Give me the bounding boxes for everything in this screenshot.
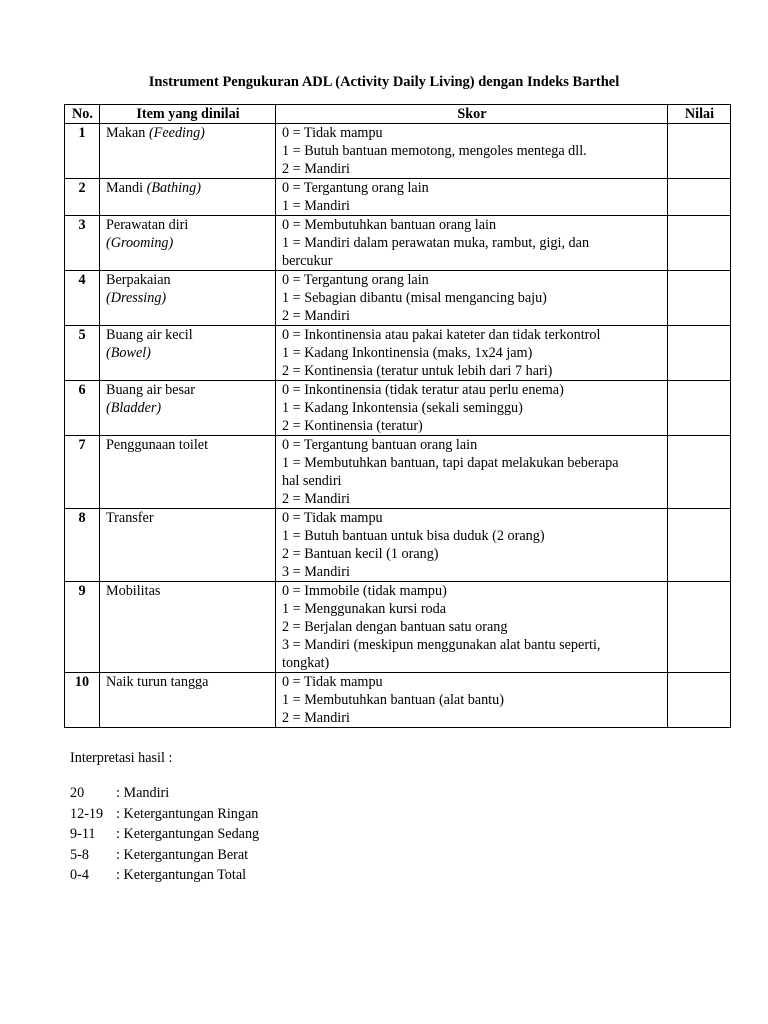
item-name: Mobilitas xyxy=(106,583,161,599)
score-cell xyxy=(276,124,668,179)
nilai-cell xyxy=(668,582,731,673)
score-option: 1 = Mandiri xyxy=(282,198,350,214)
table-row xyxy=(65,124,731,179)
row-number: 8 xyxy=(65,509,100,582)
item-name: Buang air besar xyxy=(106,382,196,398)
score-cell xyxy=(276,509,668,582)
score-option: 1 = Membutuhkan bantuan, tapi dapat melakukan beberapa xyxy=(282,455,619,471)
item-cell xyxy=(100,509,276,582)
score-range: 5-8 xyxy=(70,846,89,863)
row-number: 10 xyxy=(65,673,100,728)
item-cell xyxy=(100,271,276,326)
table-row xyxy=(65,509,731,582)
interpretation-section xyxy=(70,748,259,886)
score-option: tongkat) xyxy=(282,655,330,671)
score-option: 2 = Kontinensia (teratur untuk lebih dari 7 hari) xyxy=(282,363,553,379)
nilai-cell xyxy=(668,673,731,728)
score-option: 1 = Kadang Inkontensia (sekali seminggu) xyxy=(282,400,523,416)
item-name: Mandi xyxy=(106,180,147,196)
dependency-level: : Ketergantungan Ringan xyxy=(116,805,259,822)
item-cell xyxy=(100,381,276,436)
table-row xyxy=(65,271,731,326)
score-option: bercukur xyxy=(282,253,333,269)
score-option: 2 = Kontinensia (teratur) xyxy=(282,418,423,434)
item-cell xyxy=(100,124,276,179)
item-name: Transfer xyxy=(106,510,154,526)
row-number: 2 xyxy=(65,179,100,216)
score-option: 3 = Mandiri xyxy=(282,564,350,580)
item-name: Naik turun tangga xyxy=(106,674,209,690)
nilai-cell xyxy=(668,179,731,216)
score-option: 0 = Inkontinensia (tidak teratur atau perlu enema) xyxy=(282,382,564,398)
row-number: 5 xyxy=(65,326,100,381)
item-name: Makan xyxy=(106,125,149,141)
interpretation-item xyxy=(70,824,259,845)
table-row xyxy=(65,673,731,728)
score-cell xyxy=(276,179,668,216)
nilai-cell xyxy=(668,381,731,436)
interpretation-item xyxy=(70,865,259,886)
item-english-name: (Bladder) xyxy=(106,400,162,416)
item-english-name: (Bathing) xyxy=(146,180,201,196)
item-cell xyxy=(100,436,276,509)
score-option: 0 = Tergantung orang lain xyxy=(282,272,429,288)
score-cell xyxy=(276,326,668,381)
row-number: 9 xyxy=(65,582,100,673)
score-option: 0 = Tidak mampu xyxy=(282,125,383,141)
item-name: Penggunaan toilet xyxy=(106,437,209,453)
dependency-level: : Mandiri xyxy=(116,785,170,801)
score-range: 0-4 xyxy=(70,867,89,883)
score-option: 3 = Mandiri (meskipun menggunakan alat bantu seperti, xyxy=(282,637,601,653)
score-range: 12-19 xyxy=(70,805,104,822)
nilai-cell xyxy=(668,326,731,381)
score-range: 20 xyxy=(70,785,85,801)
score-option: 2 = Mandiri xyxy=(282,491,350,507)
score-option: 0 = Tidak mampu xyxy=(282,510,383,526)
table-body xyxy=(65,124,731,728)
score-option: 2 = Bantuan kecil (1 orang) xyxy=(282,546,439,562)
score-cell xyxy=(276,216,668,271)
score-option: 0 = Tergantung bantuan orang lain xyxy=(282,437,478,453)
nilai-cell xyxy=(668,216,731,271)
score-cell xyxy=(276,271,668,326)
score-option: 1 = Mandiri dalam perawatan muka, rambut, gigi, dan xyxy=(282,235,590,251)
score-option: 0 = Tidak mampu xyxy=(282,674,383,690)
item-english-name: (Feeding) xyxy=(148,125,205,141)
item-name: Buang air kecil xyxy=(106,327,193,343)
score-option: 1 = Sebagian dibantu (misal mengancing baju) xyxy=(282,290,547,306)
interpretation-item xyxy=(70,783,259,804)
dependency-level: : Ketergantungan Berat xyxy=(116,846,249,863)
item-english-name: (Grooming) xyxy=(106,235,174,251)
table-row xyxy=(65,216,731,271)
row-number: 7 xyxy=(65,436,100,509)
table-row xyxy=(65,436,731,509)
item-cell xyxy=(100,326,276,381)
table-row xyxy=(65,381,731,436)
nilai-cell xyxy=(668,271,731,326)
table-row xyxy=(65,326,731,381)
score-option: 1 = Kadang Inkontinensia (maks, 1x24 jam) xyxy=(282,345,533,361)
item-english-name: (Bowel) xyxy=(106,345,151,361)
table-row xyxy=(65,582,731,673)
score-cell xyxy=(276,673,668,728)
score-option: 0 = Immobile (tidak mampu) xyxy=(282,583,447,599)
row-number: 3 xyxy=(65,216,100,271)
item-cell xyxy=(100,673,276,728)
adl-table xyxy=(64,104,731,728)
score-cell xyxy=(276,582,668,673)
row-number: 6 xyxy=(65,381,100,436)
score-option: 2 = Mandiri xyxy=(282,308,350,324)
interpretation-item xyxy=(70,845,259,866)
interpretation-title: Interpretasi hasil : xyxy=(70,750,173,766)
item-name: Berpakaian xyxy=(106,272,171,288)
score-option: 2 = Mandiri xyxy=(282,710,350,726)
score-cell xyxy=(276,381,668,436)
item-name: Perawatan diri xyxy=(106,217,189,233)
nilai-cell xyxy=(668,124,731,179)
score-option: 0 = Inkontinensia atau pakai kateter dan tidak terkontrol xyxy=(282,327,601,343)
score-cell xyxy=(276,436,668,509)
score-option: 0 = Membutuhkan bantuan orang lain xyxy=(282,217,497,233)
header-item: Item yang dinilai xyxy=(100,105,276,124)
item-english-name: (Dressing) xyxy=(106,290,167,306)
score-option: 0 = Tergantung orang lain xyxy=(282,180,429,196)
dependency-level: : Ketergantungan Total xyxy=(116,867,247,883)
score-option: 1 = Membutuhkan bantuan (alat bantu) xyxy=(282,692,504,708)
table-row xyxy=(65,179,731,216)
score-range: 9-11 xyxy=(70,826,96,842)
item-cell xyxy=(100,216,276,271)
page-title: Instrument Pengukuran ADL (Activity Daily Living) dengan Indeks Barthel xyxy=(148,74,620,90)
table-header-row xyxy=(65,105,731,124)
score-option: 1 = Butuh bantuan untuk bisa duduk (2 orang) xyxy=(282,528,545,544)
score-option: 2 = Berjalan dengan bantuan satu orang xyxy=(282,619,508,635)
nilai-cell xyxy=(668,436,731,509)
row-number: 4 xyxy=(65,271,100,326)
header-skor: Skor xyxy=(276,105,668,124)
row-number: 1 xyxy=(65,124,100,179)
header-nilai: Nilai xyxy=(668,105,731,124)
score-option: 1 = Menggunakan kursi roda xyxy=(282,601,447,617)
interpretation-list xyxy=(70,783,259,886)
interpretation-item xyxy=(70,804,259,825)
item-cell xyxy=(100,179,276,216)
nilai-cell xyxy=(668,509,731,582)
header-no: No. xyxy=(65,105,100,124)
score-option: hal sendiri xyxy=(282,473,342,489)
score-option: 2 = Mandiri xyxy=(282,161,350,177)
item-cell xyxy=(100,582,276,673)
score-option: 1 = Butuh bantuan memotong, mengoles mentega dll. xyxy=(282,143,587,159)
dependency-level: : Ketergantungan Sedang xyxy=(116,826,260,842)
